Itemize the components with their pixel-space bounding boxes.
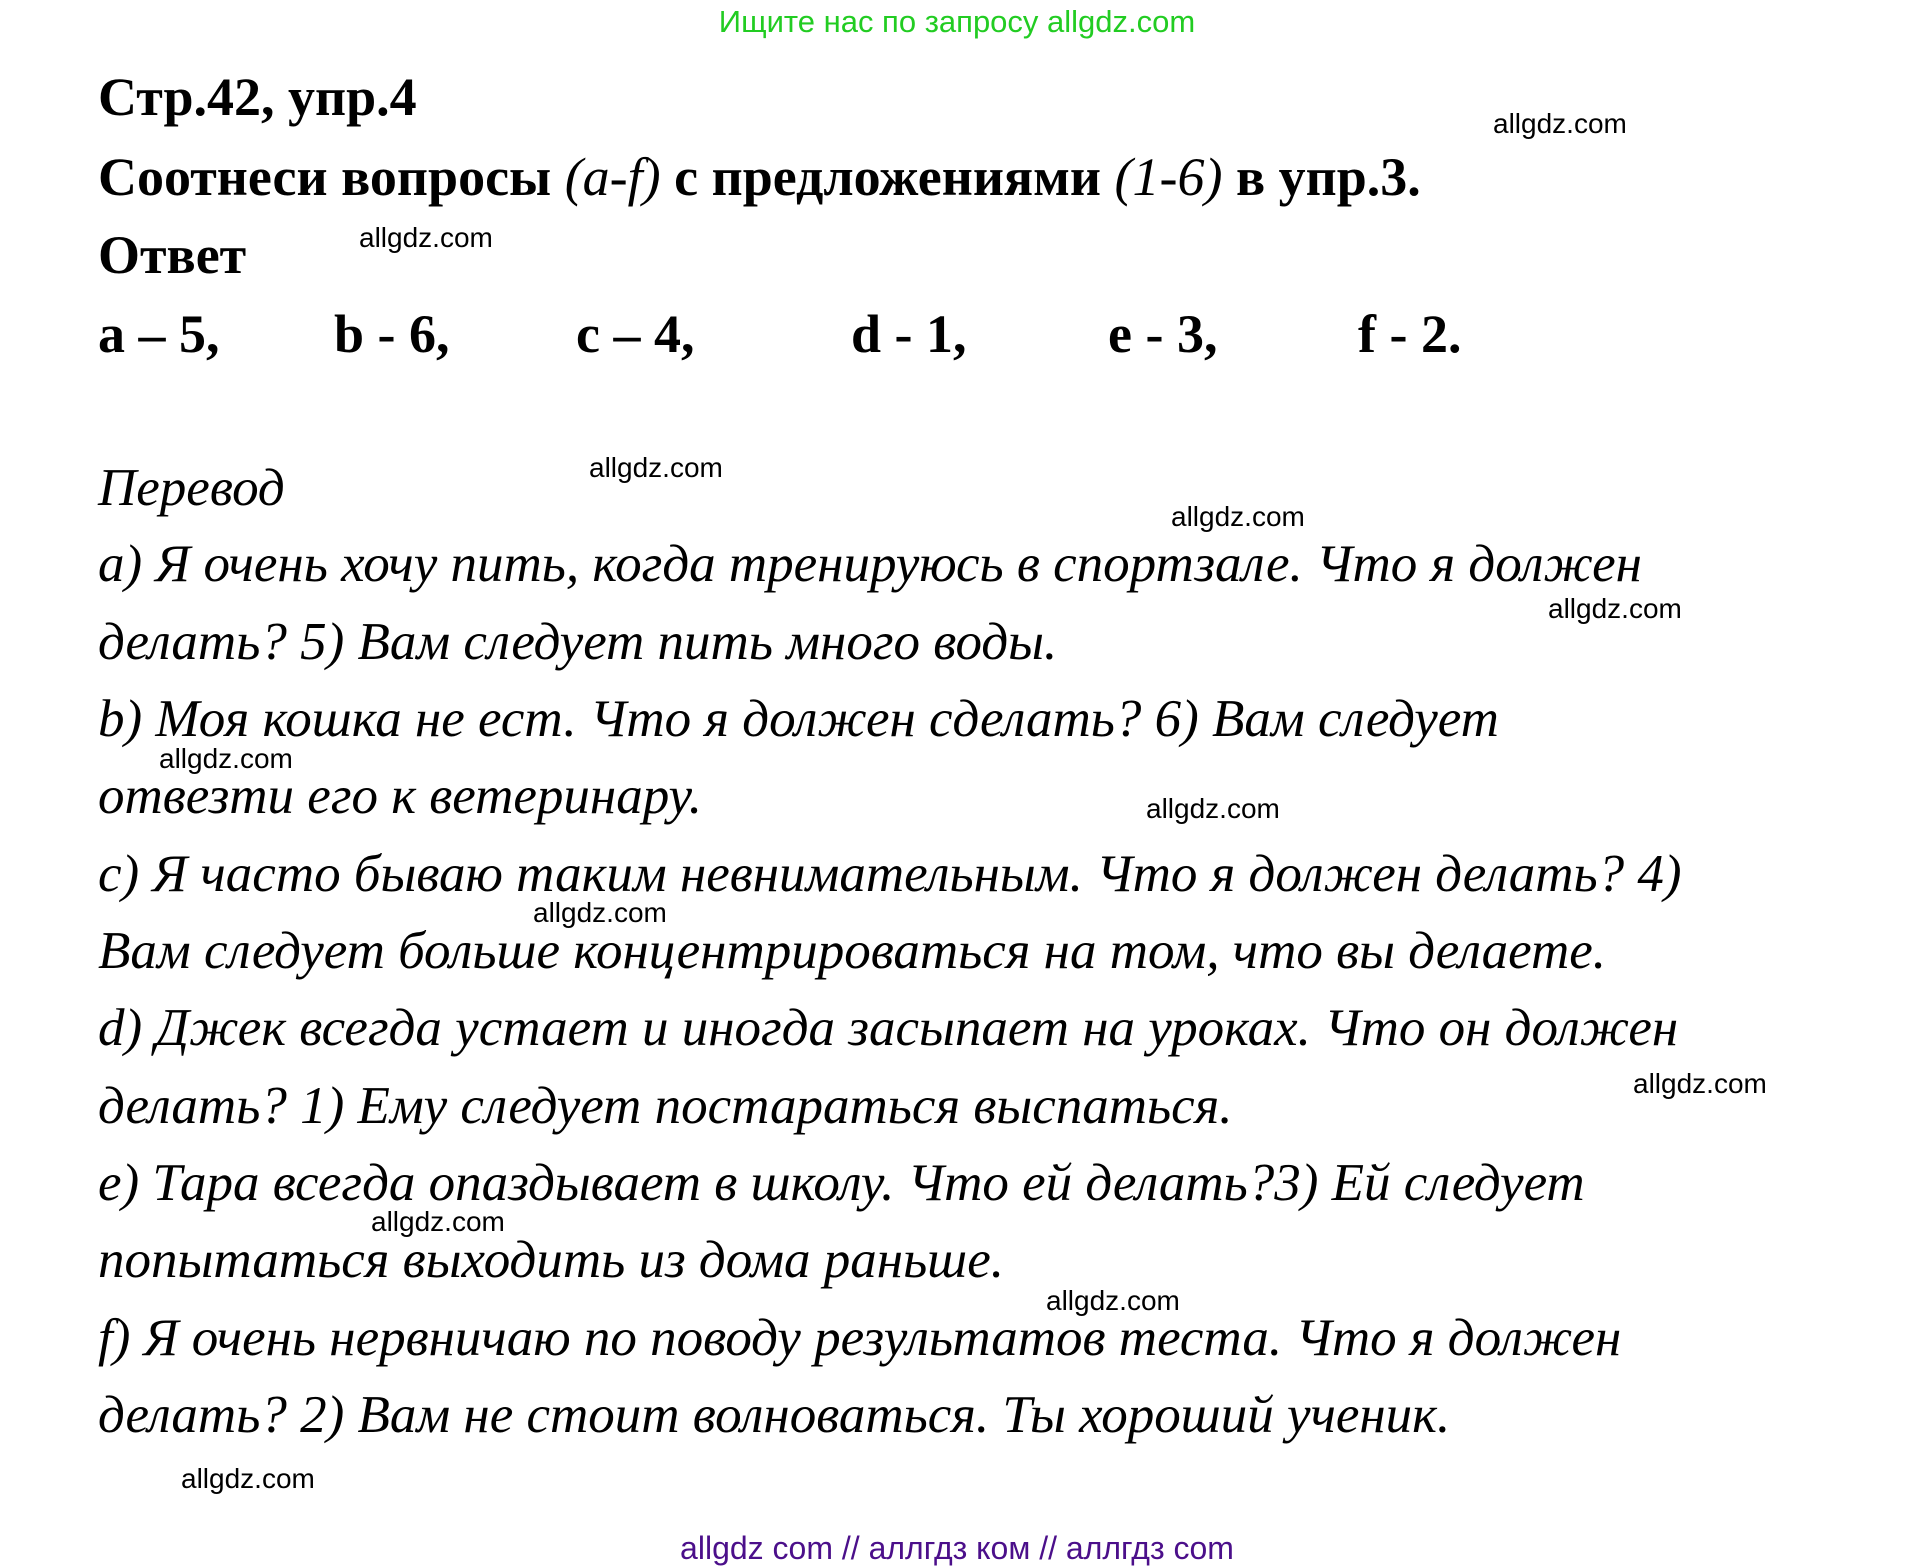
translation-line: a) Я очень хочу пить, когда тренируюсь в спортзале. Что я должен — [98, 535, 1642, 593]
translation-line: e) Тара всегда опаздывает в школу. Что ей делать?3) Ей следует — [98, 1154, 1585, 1212]
translation-line: Вам следует больше концентрироваться на том, что вы делаете. — [98, 922, 1607, 980]
answer-item: e - 3, — [1108, 304, 1218, 364]
watermark: allgdz.com — [1633, 1068, 1767, 1099]
watermark: allgdz.com — [1548, 593, 1682, 624]
translation-line: делать? 2) Вам не стоит волноваться. Ты хороший ученик. — [98, 1386, 1451, 1444]
task-text — [98, 147, 1421, 207]
answer-item: d - 1, — [851, 304, 967, 364]
translation-line: попытаться выходить из дома раньше. — [98, 1231, 1004, 1289]
translation-line: делать? 1) Ему следует постараться выспаться. — [98, 1077, 1233, 1135]
watermark: allgdz.com — [589, 452, 723, 483]
task-range1: (a-f) — [564, 147, 661, 207]
translation-line: отвезти его к ветеринару. — [98, 767, 702, 825]
footer-links: allgdz com // аллгдз ком // аллгдз com — [680, 1530, 1234, 1566]
task-part2: с предложениями — [660, 147, 1115, 207]
watermark: allgdz.com — [359, 222, 493, 253]
watermark: allgdz.com — [533, 897, 667, 928]
translation-line: c) Я часто бываю таким невнимательным. Что я должен делать? 4) — [98, 845, 1682, 903]
watermark: allgdz.com — [1146, 793, 1280, 824]
watermark: allgdz.com — [181, 1463, 315, 1494]
answer-item: c – 4, — [576, 304, 695, 364]
task-part3: в упр.3. — [1222, 147, 1421, 207]
answer-item: f - 2. — [1358, 304, 1462, 364]
watermark: allgdz.com — [159, 743, 293, 774]
answer-item: a – 5, — [98, 304, 220, 364]
translation-line: делать? 5) Вам следует пить много воды. — [98, 613, 1058, 671]
watermark: allgdz.com — [371, 1206, 505, 1237]
task-part1: Соотнеси вопросы — [98, 147, 565, 207]
page-title: Стр.42, упр.4 — [98, 67, 417, 127]
watermark: allgdz.com — [1493, 108, 1627, 139]
search-banner: Ищите нас по запросу allgdz.com — [718, 4, 1196, 39]
answer-item: b - 6, — [334, 304, 450, 364]
translation-heading: Перевод — [98, 459, 285, 517]
translation-line: f) Я очень нервничаю по поводу результатов теста. Что я должен — [98, 1309, 1622, 1367]
task-range2: (1-6) — [1114, 147, 1223, 207]
watermark: allgdz.com — [1171, 501, 1305, 532]
answer-heading: Ответ — [98, 225, 247, 285]
watermark: allgdz.com — [1046, 1285, 1180, 1316]
translation-line: b) Моя кошка не ест. Что я должен сделать? 6) Вам следует — [98, 690, 1499, 748]
translation-line: d) Джек всегда устает и иногда засыпает на уроках. Что он должен — [98, 999, 1679, 1057]
